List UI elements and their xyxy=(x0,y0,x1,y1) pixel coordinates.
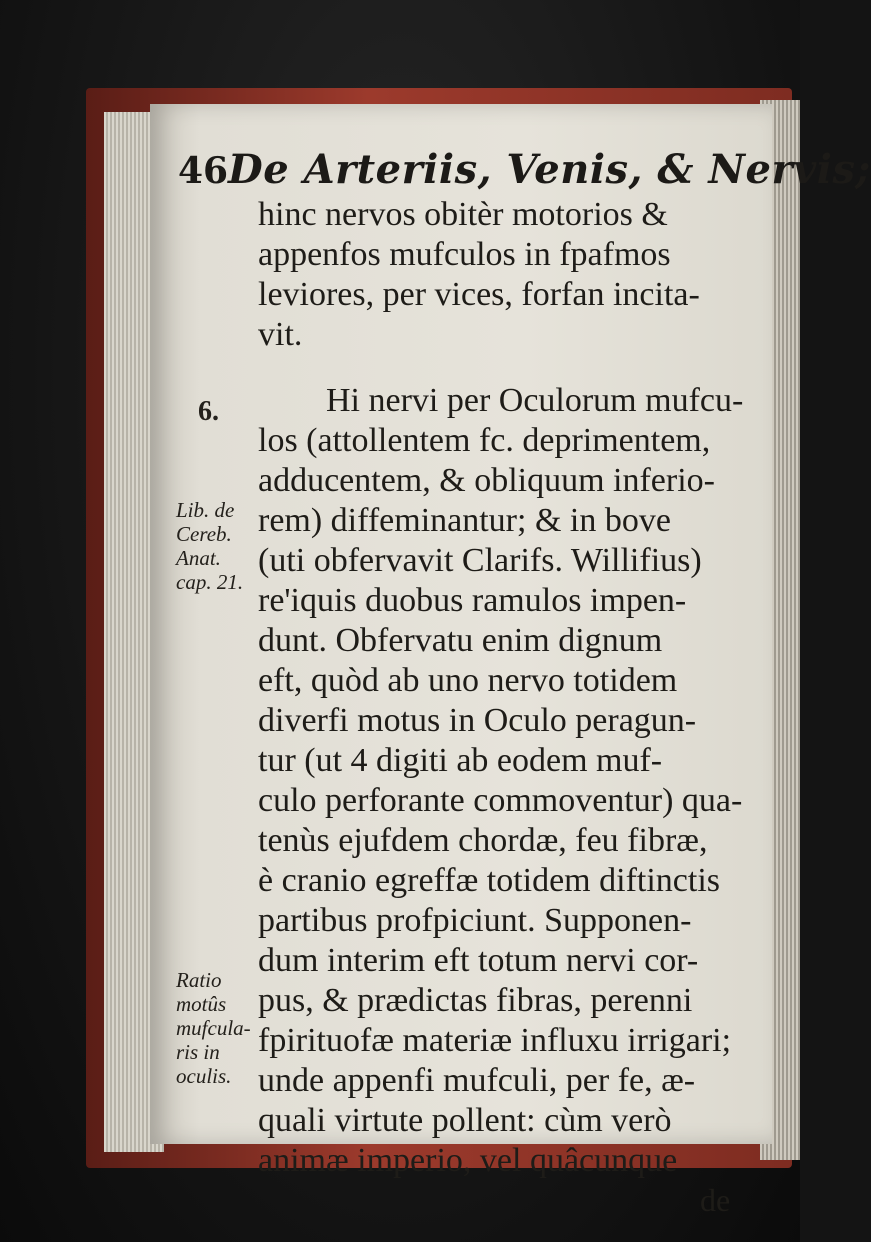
text-line: animæ imperio, vel quâcunque xyxy=(258,1142,678,1179)
margin-note-line: motûs xyxy=(176,992,227,1016)
margin-note-topic xyxy=(176,968,251,1088)
text-line: tenùs ejufdem chordæ, feu fibræ, xyxy=(258,822,708,859)
text-line: è cranio egreffæ totidem diftinctis xyxy=(258,862,721,899)
text-line: los (attollentem fc. deprimentem, xyxy=(258,422,711,459)
text-line: Hi nervi per Oculorum mufcu- xyxy=(326,382,744,419)
margin-note-line: Cereb. xyxy=(176,522,232,546)
text-line: diverfi motus in Oculo peragun- xyxy=(258,702,697,739)
text-line: fpirituofæ materiæ influxu irrigari; xyxy=(258,1022,732,1059)
text-line: culo perforante commoventur) qua- xyxy=(258,782,743,819)
section-number: 6. xyxy=(198,396,219,427)
text-line: quali virtute pollent: cùm verò xyxy=(258,1102,672,1139)
text-line: appenfos mufculos in fpafmos xyxy=(258,236,671,273)
margin-note-line: oculis. xyxy=(176,1064,232,1088)
text-line: dunt. Obfervatu enim dignum xyxy=(258,622,663,659)
text-line: unde appenfi mufculi, per fe, æ- xyxy=(258,1062,696,1099)
text-line: hinc nervos obitèr motorios & xyxy=(258,196,668,233)
text-line: re'iquis duobus ramulos impen- xyxy=(258,582,687,619)
margin-note-line: Ratio xyxy=(176,968,222,992)
text-line: tur (ut 4 digiti ab eodem muf- xyxy=(258,742,663,779)
text-line: partibus profpiciunt. Supponen- xyxy=(258,902,692,939)
page-number: 46 xyxy=(178,150,229,192)
margin-note-line: mufcula- xyxy=(176,1016,251,1040)
margin-note-line: ris in xyxy=(176,1040,220,1064)
margin-note-line: cap. 21. xyxy=(176,570,244,594)
text-line: (uti obfervavit Clarifs. Willifius) xyxy=(258,542,702,579)
text-line: adducentem, & obliquum inferio- xyxy=(258,462,715,499)
text-line: eft, quòd ab uno nervo totidem xyxy=(258,662,678,699)
text-line: dum interim eft totum nervi cor- xyxy=(258,942,699,979)
margin-note-line: Lib. de xyxy=(176,498,235,522)
running-title: De Arteriis, Venis, & Nervis; xyxy=(228,146,871,193)
margin-note-line: Anat. xyxy=(176,546,221,570)
margin-note-reference xyxy=(176,498,243,594)
text-line: rem) diffeminantur; & in bove xyxy=(258,502,671,539)
text-line: vit. xyxy=(258,316,303,353)
text-line: leviores, per vices, forfan incita- xyxy=(258,276,700,313)
catchword: de xyxy=(700,1182,731,1218)
text-line: pus, & prædictas fibras, perenni xyxy=(258,982,693,1019)
page-header xyxy=(178,146,871,198)
